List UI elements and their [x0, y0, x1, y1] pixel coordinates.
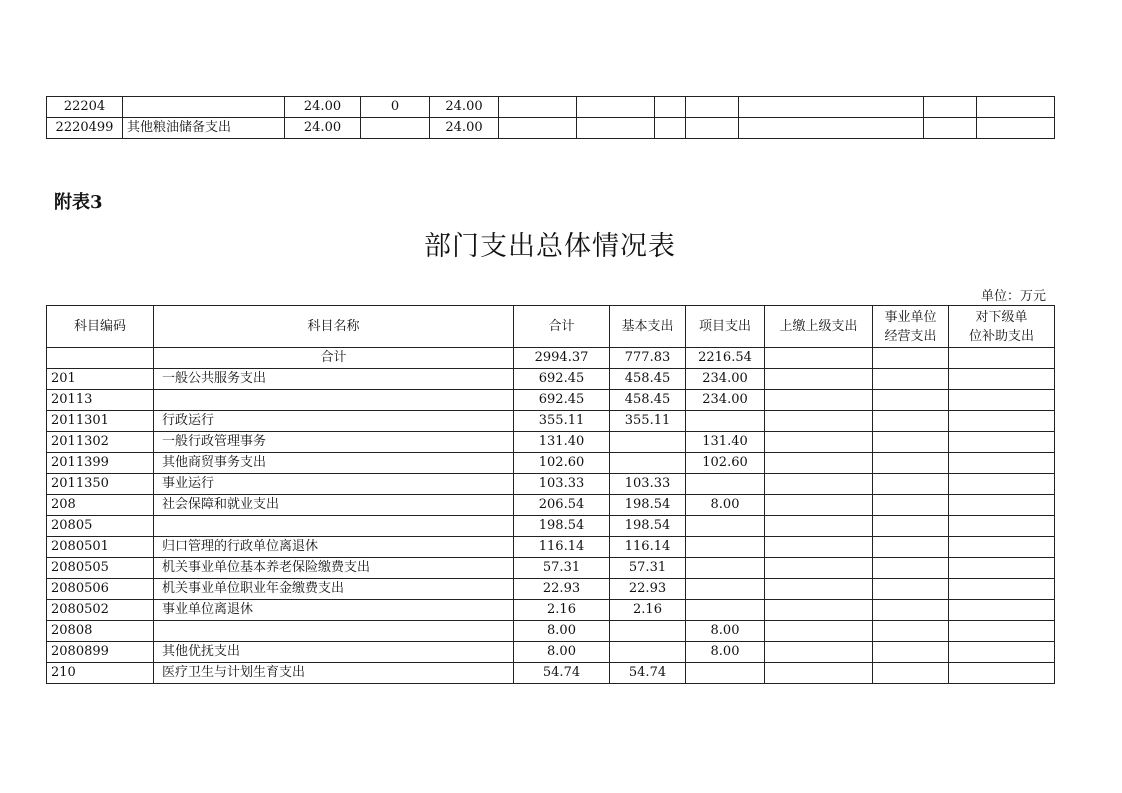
basic-expenditure-cell: [610, 621, 686, 642]
page-title: 部门支出总体情况表: [424, 231, 676, 262]
table-row: [47, 495, 1055, 516]
header-basic: 基本支出: [610, 306, 686, 348]
basic-expenditure-cell: 777.83: [610, 348, 686, 369]
project-expenditure-cell: [686, 516, 765, 537]
subject-name: 其他优抚支出: [154, 642, 514, 663]
header-business: [873, 306, 949, 348]
project-expenditure-cell: [686, 579, 765, 600]
header-business-line1: 事业单位: [884, 309, 937, 325]
table-row: [47, 390, 1055, 411]
value-cell: 24.00: [430, 97, 499, 118]
empty-cell: [686, 118, 739, 139]
table-row: [47, 453, 1055, 474]
table-row: [47, 600, 1055, 621]
subject-name: [123, 97, 285, 118]
subject-code: 201: [47, 369, 154, 390]
subsidy-expenditure-cell: [949, 369, 1055, 390]
business-expenditure-cell: [873, 537, 949, 558]
subject-code: 2011302: [47, 432, 154, 453]
subsidy-expenditure-cell: [949, 579, 1055, 600]
basic-expenditure-cell: 2.16: [610, 600, 686, 621]
continuation-table: [46, 96, 1055, 139]
upper-expenditure-cell: [765, 516, 873, 537]
subsidy-expenditure-cell: [949, 432, 1055, 453]
subject-code: 20805: [47, 516, 154, 537]
total-cell: 103.33: [514, 474, 610, 495]
business-expenditure-cell: [873, 411, 949, 432]
total-cell: 131.40: [514, 432, 610, 453]
upper-expenditure-cell: [765, 537, 873, 558]
subject-code: 22204: [47, 97, 123, 118]
basic-expenditure-cell: 22.93: [610, 579, 686, 600]
subject-code: 210: [47, 663, 154, 684]
header-upper: 上缴上级支出: [765, 306, 873, 348]
value-cell: [361, 118, 430, 139]
subsidy-expenditure-cell: [949, 621, 1055, 642]
project-expenditure-cell: [686, 411, 765, 432]
subject-code: 2011301: [47, 411, 154, 432]
subject-name: 一般行政管理事务: [154, 432, 514, 453]
subject-code: [47, 348, 154, 369]
empty-cell: [577, 97, 655, 118]
total-cell: 54.74: [514, 663, 610, 684]
subsidy-expenditure-cell: [949, 348, 1055, 369]
project-expenditure-cell: 2216.54: [686, 348, 765, 369]
subject-name: 机关事业单位职业年金缴费支出: [154, 579, 514, 600]
subject-name: 事业运行: [154, 474, 514, 495]
table-row: [47, 97, 1055, 118]
project-expenditure-cell: 234.00: [686, 369, 765, 390]
upper-expenditure-cell: [765, 390, 873, 411]
business-expenditure-cell: [873, 558, 949, 579]
subsidy-expenditure-cell: [949, 537, 1055, 558]
table-row: [47, 558, 1055, 579]
subject-code: 2080505: [47, 558, 154, 579]
total-cell: 206.54: [514, 495, 610, 516]
business-expenditure-cell: [873, 663, 949, 684]
header-total: 合计: [514, 306, 610, 348]
table-row: [47, 621, 1055, 642]
subject-code: 2011399: [47, 453, 154, 474]
appendix-label: 附表3: [54, 192, 103, 213]
empty-cell: [577, 118, 655, 139]
header-subsidy-line2: 位补助支出: [968, 328, 1034, 344]
basic-expenditure-cell: 458.45: [610, 390, 686, 411]
basic-expenditure-cell: 116.14: [610, 537, 686, 558]
empty-cell: [499, 97, 577, 118]
project-expenditure-cell: 8.00: [686, 642, 765, 663]
subject-name: 其他商贸事务支出: [154, 453, 514, 474]
empty-cell: [499, 118, 577, 139]
empty-cell: [686, 97, 739, 118]
basic-expenditure-cell: 198.54: [610, 495, 686, 516]
subject-name: 归口管理的行政单位离退休: [154, 537, 514, 558]
basic-expenditure-cell: 355.11: [610, 411, 686, 432]
subsidy-expenditure-cell: [949, 642, 1055, 663]
table-row: [47, 663, 1055, 684]
subject-code: 2080501: [47, 537, 154, 558]
subject-name: [154, 621, 514, 642]
table-row: [47, 516, 1055, 537]
subject-name: 事业单位离退休: [154, 600, 514, 621]
subject-name: 社会保障和就业支出: [154, 495, 514, 516]
header-business-line2: 经营支出: [884, 328, 937, 344]
subsidy-expenditure-cell: [949, 390, 1055, 411]
business-expenditure-cell: [873, 453, 949, 474]
table-row: [47, 118, 1055, 139]
empty-cell: [739, 118, 924, 139]
total-cell: 24.00: [285, 118, 361, 139]
business-expenditure-cell: [873, 390, 949, 411]
subject-code: 2080502: [47, 600, 154, 621]
subject-name: [154, 390, 514, 411]
total-cell: 2994.37: [514, 348, 610, 369]
subsidy-expenditure-cell: [949, 600, 1055, 621]
table-row: [47, 642, 1055, 663]
subject-name: 医疗卫生与计划生育支出: [154, 663, 514, 684]
expenditure-table: [46, 305, 1055, 684]
business-expenditure-cell: [873, 621, 949, 642]
upper-expenditure-cell: [765, 432, 873, 453]
basic-expenditure-cell: [610, 453, 686, 474]
subsidy-expenditure-cell: [949, 663, 1055, 684]
value-cell: 24.00: [430, 118, 499, 139]
subsidy-expenditure-cell: [949, 474, 1055, 495]
subject-code: 20113: [47, 390, 154, 411]
business-expenditure-cell: [873, 432, 949, 453]
total-cell: 198.54: [514, 516, 610, 537]
basic-expenditure-cell: [610, 432, 686, 453]
basic-expenditure-cell: [610, 642, 686, 663]
value-cell: 0: [361, 97, 430, 118]
project-expenditure-cell: [686, 663, 765, 684]
upper-expenditure-cell: [765, 348, 873, 369]
total-cell: 102.60: [514, 453, 610, 474]
empty-cell: [977, 97, 1055, 118]
project-expenditure-cell: 131.40: [686, 432, 765, 453]
project-expenditure-cell: [686, 474, 765, 495]
subsidy-expenditure-cell: [949, 558, 1055, 579]
subsidy-expenditure-cell: [949, 411, 1055, 432]
unit-label: 单位：万元: [980, 289, 1046, 304]
basic-expenditure-cell: 54.74: [610, 663, 686, 684]
table-row: [47, 411, 1055, 432]
empty-cell: [655, 97, 686, 118]
upper-expenditure-cell: [765, 558, 873, 579]
basic-expenditure-cell: 198.54: [610, 516, 686, 537]
header-row: [47, 306, 1055, 348]
subject-code: 2080899: [47, 642, 154, 663]
upper-expenditure-cell: [765, 411, 873, 432]
subject-code: 2080506: [47, 579, 154, 600]
upper-expenditure-cell: [765, 495, 873, 516]
subject-name: 其他粮油储备支出: [123, 118, 285, 139]
table-row: [47, 579, 1055, 600]
project-expenditure-cell: [686, 537, 765, 558]
business-expenditure-cell: [873, 600, 949, 621]
total-cell: 8.00: [514, 642, 610, 663]
subsidy-expenditure-cell: [949, 495, 1055, 516]
project-expenditure-cell: 8.00: [686, 621, 765, 642]
business-expenditure-cell: [873, 369, 949, 390]
table-row: [47, 369, 1055, 390]
subsidy-expenditure-cell: [949, 453, 1055, 474]
header-code: 科目编码: [47, 306, 154, 348]
table-row: [47, 474, 1055, 495]
header-project: 项目支出: [686, 306, 765, 348]
basic-expenditure-cell: 103.33: [610, 474, 686, 495]
subject-code: 2011350: [47, 474, 154, 495]
upper-expenditure-cell: [765, 621, 873, 642]
basic-expenditure-cell: 458.45: [610, 369, 686, 390]
upper-expenditure-cell: [765, 579, 873, 600]
total-cell: 24.00: [285, 97, 361, 118]
basic-expenditure-cell: 57.31: [610, 558, 686, 579]
total-cell: 8.00: [514, 621, 610, 642]
header-subsidy: [949, 306, 1055, 348]
business-expenditure-cell: [873, 642, 949, 663]
total-cell: 116.14: [514, 537, 610, 558]
header-subsidy-line1: 对下级单: [975, 309, 1028, 325]
subject-name: [154, 516, 514, 537]
empty-cell: [655, 118, 686, 139]
upper-expenditure-cell: [765, 453, 873, 474]
business-expenditure-cell: [873, 516, 949, 537]
subject-name: 行政运行: [154, 411, 514, 432]
total-cell: 692.45: [514, 369, 610, 390]
subject-name: 一般公共服务支出: [154, 369, 514, 390]
table-row: [47, 537, 1055, 558]
total-cell: 692.45: [514, 390, 610, 411]
upper-expenditure-cell: [765, 474, 873, 495]
table-row: [47, 432, 1055, 453]
project-expenditure-cell: 234.00: [686, 390, 765, 411]
subject-name: 合计: [154, 348, 514, 369]
total-row: [47, 348, 1055, 369]
project-expenditure-cell: 8.00: [686, 495, 765, 516]
project-expenditure-cell: [686, 600, 765, 621]
subject-code: 20808: [47, 621, 154, 642]
total-cell: 2.16: [514, 600, 610, 621]
upper-expenditure-cell: [765, 369, 873, 390]
empty-cell: [739, 97, 924, 118]
total-cell: 355.11: [514, 411, 610, 432]
total-cell: 22.93: [514, 579, 610, 600]
business-expenditure-cell: [873, 495, 949, 516]
empty-cell: [977, 118, 1055, 139]
empty-cell: [924, 118, 977, 139]
upper-expenditure-cell: [765, 642, 873, 663]
business-expenditure-cell: [873, 579, 949, 600]
project-expenditure-cell: 102.60: [686, 453, 765, 474]
upper-expenditure-cell: [765, 600, 873, 621]
subject-code: 2220499: [47, 118, 123, 139]
business-expenditure-cell: [873, 474, 949, 495]
upper-expenditure-cell: [765, 663, 873, 684]
subsidy-expenditure-cell: [949, 516, 1055, 537]
subject-code: 208: [47, 495, 154, 516]
project-expenditure-cell: [686, 558, 765, 579]
header-name: 科目名称: [154, 306, 514, 348]
subject-name: 机关事业单位基本养老保险缴费支出: [154, 558, 514, 579]
empty-cell: [924, 97, 977, 118]
business-expenditure-cell: [873, 348, 949, 369]
total-cell: 57.31: [514, 558, 610, 579]
